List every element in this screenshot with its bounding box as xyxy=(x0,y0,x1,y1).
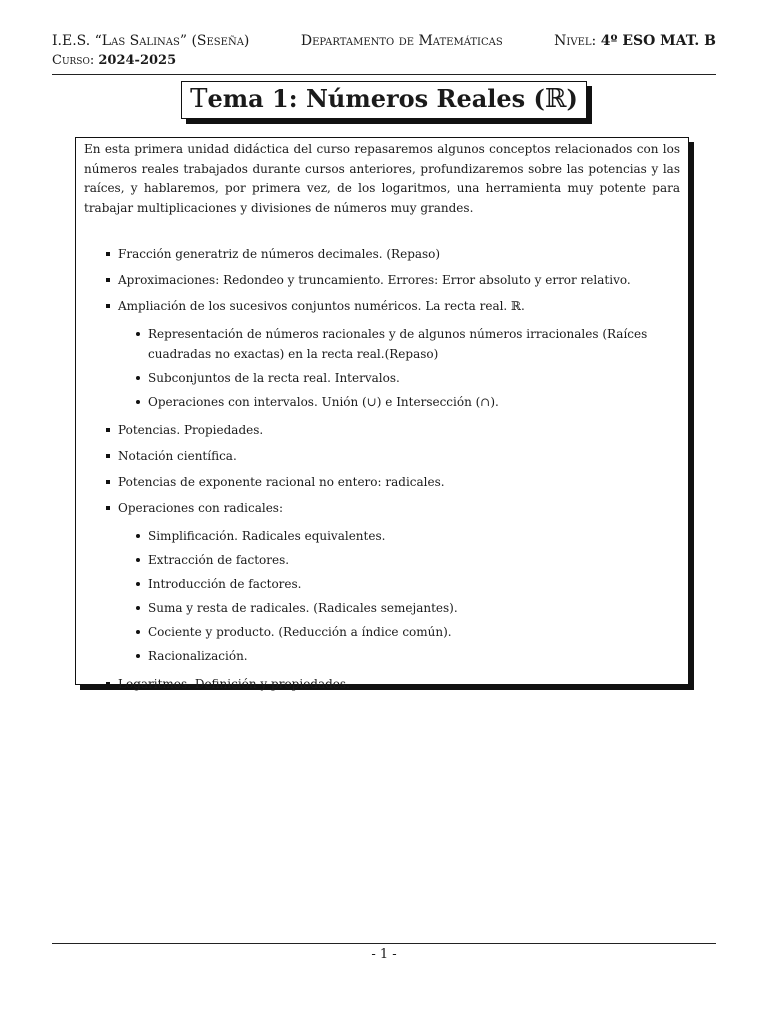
title-double-struck-letter: T xyxy=(190,84,208,114)
topic-item xyxy=(118,298,680,412)
round-bullet-icon xyxy=(136,332,140,336)
header-row-course xyxy=(52,52,716,70)
title-text: ema 1: Números Reales ( xyxy=(207,84,545,113)
subtopic-text: Simplificación. Radicales equivalentes. xyxy=(148,529,386,543)
subtopic-item xyxy=(148,646,680,666)
topic-item xyxy=(118,474,680,490)
subtopic-text: Operaciones con intervalos. Unión (∪) e Intersección (∩). xyxy=(148,395,499,409)
subtopics-list xyxy=(118,526,680,666)
school-name: I.E.S. “Las Salinas” (Seseña) xyxy=(52,33,250,49)
topic-text: Notación científica. xyxy=(118,449,237,463)
round-bullet-icon xyxy=(136,558,140,562)
subtopic-text: Extracción de factores. xyxy=(148,553,290,567)
topic-item xyxy=(118,500,680,666)
subtopic-item xyxy=(148,392,680,412)
subtopic-text: Suma y resta de radicales. (Radicales semejantes). xyxy=(148,601,458,615)
subtopic-item xyxy=(148,574,680,594)
topic-item xyxy=(118,676,680,692)
subtopic-item xyxy=(148,368,680,388)
topic-item xyxy=(118,272,680,288)
level-label: Nivel: xyxy=(554,33,597,49)
title-wrapper xyxy=(0,81,768,119)
footer-rule xyxy=(52,943,716,944)
department-name: Departamento de Matemáticas xyxy=(300,33,503,49)
topic-item xyxy=(118,246,680,262)
round-bullet-icon xyxy=(136,654,140,658)
subtopic-text: Subconjuntos de la recta real. Intervalos. xyxy=(148,371,400,385)
topic-text: Fracción generatriz de números decimales. (Repaso) xyxy=(118,247,441,261)
square-bullet-icon xyxy=(106,480,110,484)
subtopics-list xyxy=(118,324,680,412)
round-bullet-icon xyxy=(136,606,140,610)
subtopic-text: Representación de números racionales y de algunos números irracionales (Raíces cuadradas no exactas) en la recta real.(Repaso) xyxy=(148,327,648,361)
title-set-symbol: ℝ xyxy=(544,84,567,114)
topic-text: Logaritmos. Definición y propiedades. xyxy=(118,677,350,691)
level-info xyxy=(554,30,716,52)
content-box xyxy=(75,137,689,691)
round-bullet-icon xyxy=(136,400,140,404)
page-header xyxy=(52,30,716,75)
subtopic-text: Cociente y producto. (Reducción a índice común). xyxy=(148,625,452,639)
course-label: Curso: xyxy=(52,53,95,68)
header-row-top xyxy=(52,30,716,52)
topic-text: Potencias de exponente racional no entero: radicales. xyxy=(118,475,445,489)
subtopic-text: Racionalización. xyxy=(148,649,248,663)
page-title xyxy=(181,81,587,119)
subtopic-text: Introducción de factores. xyxy=(148,577,302,591)
course-value: 2024-2025 xyxy=(98,53,177,68)
topic-item xyxy=(118,422,680,438)
subtopic-item xyxy=(148,598,680,618)
topic-text: Ampliación de los sucesivos conjuntos numéricos. La recta real. ℝ. xyxy=(118,299,525,313)
topics-list xyxy=(84,246,680,692)
square-bullet-icon xyxy=(106,428,110,432)
square-bullet-icon xyxy=(106,454,110,458)
subtopic-item xyxy=(148,324,680,364)
subtopic-item xyxy=(148,622,680,642)
square-bullet-icon xyxy=(106,304,110,308)
intro-paragraph: En esta primera unidad didáctica del curso repasaremos algunos conceptos relacionados con los números reales trabajados durante cursos anteriores, profundizaremos sobre las potencias y las raíces, y hablaremos, por primera vez, de los logaritmos, una herramienta muy potente para trabajar multiplicaciones y divisiones de números muy grandes. xyxy=(84,142,680,215)
title-closing: ) xyxy=(566,84,578,113)
square-bullet-icon xyxy=(106,506,110,510)
topic-text: Aproximaciones: Redondeo y truncamiento. Errores: Error absoluto y error relativo. xyxy=(118,273,631,287)
square-bullet-icon xyxy=(106,252,110,256)
round-bullet-icon xyxy=(136,630,140,634)
square-bullet-icon xyxy=(106,278,110,282)
round-bullet-icon xyxy=(136,376,140,380)
round-bullet-icon xyxy=(136,534,140,538)
round-bullet-icon xyxy=(136,582,140,586)
topic-text: Operaciones con radicales: xyxy=(118,501,284,515)
square-bullet-icon xyxy=(106,682,110,686)
topic-text: Potencias. Propiedades. xyxy=(118,423,264,437)
subtopic-item xyxy=(148,526,680,546)
topic-item xyxy=(118,448,680,464)
subtopic-item xyxy=(148,550,680,570)
page-number: - 1 - xyxy=(371,947,397,962)
level-value: 4º ESO MAT. B xyxy=(600,33,716,49)
